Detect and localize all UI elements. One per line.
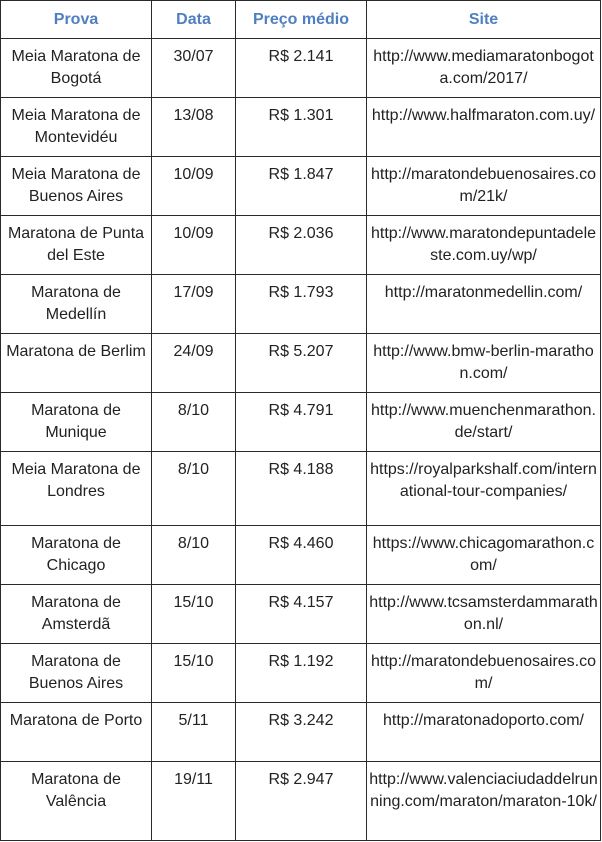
site-cell: https://www.chicagomarathon.com/ bbox=[367, 526, 601, 585]
table-row bbox=[1, 39, 601, 98]
site-cell: http://maratondebuenosaires.com/21k/ bbox=[367, 157, 601, 216]
table-row bbox=[1, 644, 601, 703]
site-cell: https://royalparkshalf.com/international-tour-companies/ bbox=[367, 452, 601, 526]
table-row bbox=[1, 393, 601, 452]
table-row bbox=[1, 157, 601, 216]
preco-cell: R$ 4.157 bbox=[236, 585, 367, 644]
data-cell: 10/09 bbox=[152, 216, 236, 275]
prova-cell: Maratona de Buenos Aires bbox=[1, 644, 152, 703]
header-data: Data bbox=[152, 1, 236, 39]
table-row bbox=[1, 334, 601, 393]
header-site: Site bbox=[367, 1, 601, 39]
preco-cell: R$ 2.141 bbox=[236, 39, 367, 98]
preco-cell: R$ 2.036 bbox=[236, 216, 367, 275]
site-cell: http://www.bmw-berlin-marathon.com/ bbox=[367, 334, 601, 393]
site-cell: http://www.tcsamsterdammarathon.nl/ bbox=[367, 585, 601, 644]
prova-cell: Maratona de Chicago bbox=[1, 526, 152, 585]
data-cell: 19/11 bbox=[152, 762, 236, 841]
preco-cell: R$ 1.192 bbox=[236, 644, 367, 703]
header-prova: Prova bbox=[1, 1, 152, 39]
site-cell: http://maratonadoporto.com/ bbox=[367, 703, 601, 762]
site-cell: http://www.mediamaratonbogota.com/2017/ bbox=[367, 39, 601, 98]
preco-cell: R$ 4.460 bbox=[236, 526, 367, 585]
table-row bbox=[1, 585, 601, 644]
prova-cell: Maratona de Amsterdã bbox=[1, 585, 152, 644]
preco-cell: R$ 1.793 bbox=[236, 275, 367, 334]
data-cell: 10/09 bbox=[152, 157, 236, 216]
site-cell: http://www.maratondepuntadeleste.com.uy/wp/ bbox=[367, 216, 601, 275]
header-row bbox=[1, 1, 601, 39]
preco-cell: R$ 2.947 bbox=[236, 762, 367, 841]
site-cell: http://www.valenciaciudaddelrunning.com/maraton/maraton-10k/ bbox=[367, 762, 601, 841]
prova-cell: Maratona de Punta del Este bbox=[1, 216, 152, 275]
data-cell: 13/08 bbox=[152, 98, 236, 157]
data-cell: 8/10 bbox=[152, 393, 236, 452]
table-row bbox=[1, 98, 601, 157]
prova-cell: Maratona de Valência bbox=[1, 762, 152, 841]
preco-cell: R$ 4.791 bbox=[236, 393, 367, 452]
site-cell: http://www.muenchenmarathon.de/start/ bbox=[367, 393, 601, 452]
prova-cell: Meia Maratona de Buenos Aires bbox=[1, 157, 152, 216]
data-cell: 8/10 bbox=[152, 452, 236, 526]
preco-cell: R$ 5.207 bbox=[236, 334, 367, 393]
table-row bbox=[1, 452, 601, 526]
prova-cell: Maratona de Medellín bbox=[1, 275, 152, 334]
table-row bbox=[1, 216, 601, 275]
prova-cell: Meia Maratona de Montevidéu bbox=[1, 98, 152, 157]
table-row bbox=[1, 762, 601, 841]
data-cell: 15/10 bbox=[152, 644, 236, 703]
preco-cell: R$ 4.188 bbox=[236, 452, 367, 526]
data-cell: 17/09 bbox=[152, 275, 236, 334]
data-cell: 30/07 bbox=[152, 39, 236, 98]
preco-cell: R$ 3.242 bbox=[236, 703, 367, 762]
table-row bbox=[1, 275, 601, 334]
site-cell: http://maratonmedellin.com/ bbox=[367, 275, 601, 334]
site-cell: http://www.halfmaraton.com.uy/ bbox=[367, 98, 601, 157]
prova-cell: Maratona de Berlim bbox=[1, 334, 152, 393]
data-cell: 15/10 bbox=[152, 585, 236, 644]
site-cell: http://maratondebuenosaires.com/ bbox=[367, 644, 601, 703]
prova-cell: Meia Maratona de Londres bbox=[1, 452, 152, 526]
header-preco: Preço médio bbox=[236, 1, 367, 39]
data-cell: 24/09 bbox=[152, 334, 236, 393]
preco-cell: R$ 1.301 bbox=[236, 98, 367, 157]
data-cell: 8/10 bbox=[152, 526, 236, 585]
preco-cell: R$ 1.847 bbox=[236, 157, 367, 216]
table-row bbox=[1, 703, 601, 762]
prova-cell: Meia Maratona de Bogotá bbox=[1, 39, 152, 98]
prova-cell: Maratona de Porto bbox=[1, 703, 152, 762]
data-cell: 5/11 bbox=[152, 703, 236, 762]
prova-cell: Maratona de Munique bbox=[1, 393, 152, 452]
table-row bbox=[1, 526, 601, 585]
